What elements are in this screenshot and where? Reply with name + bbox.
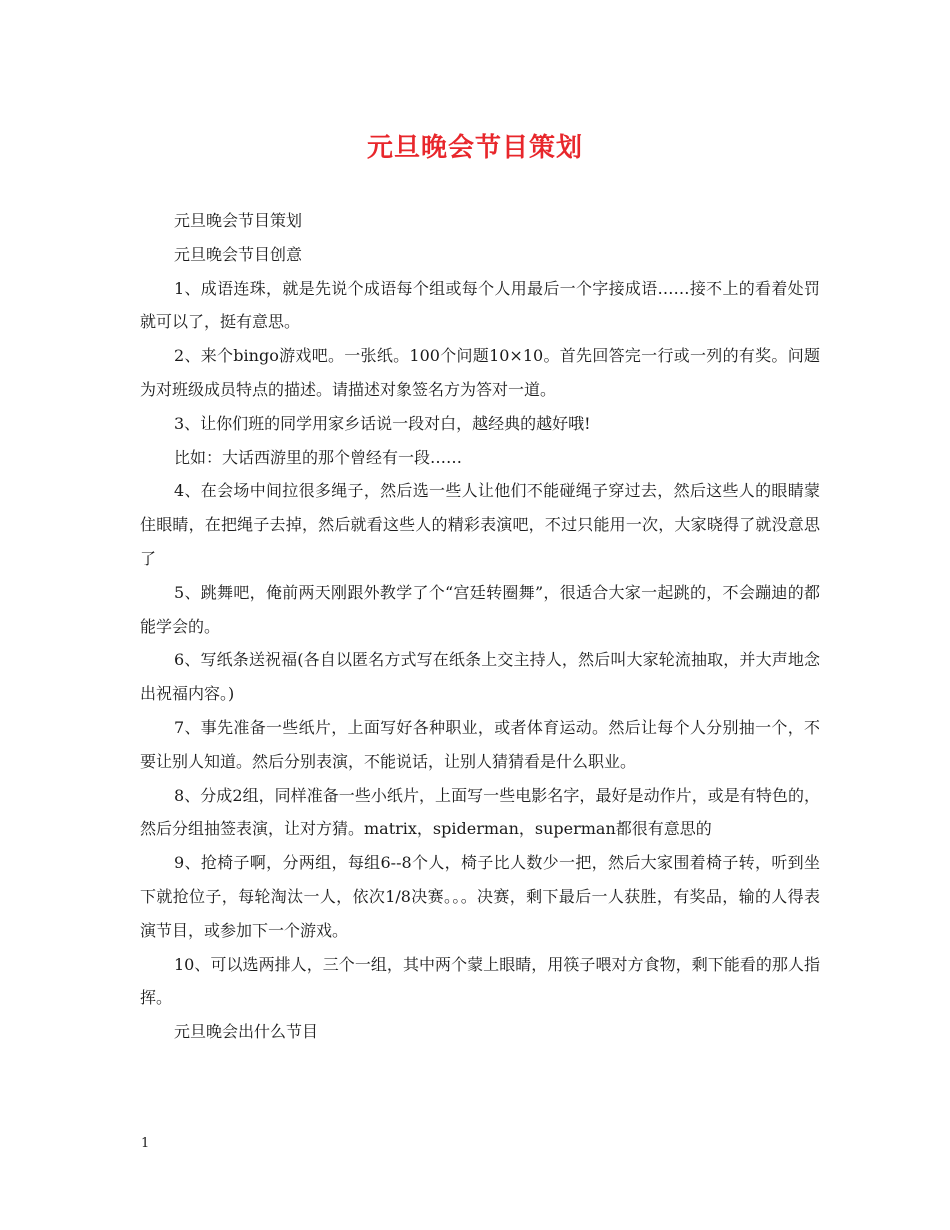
paragraph: 5、跳舞吧，俺前两天刚跟外教学了个“宫廷转圈舞”，很适合大家一起跳的，不会蹦迪的都能学会的。: [140, 582, 820, 636]
paragraph: 1、成语连珠，就是先说个成语每个组或每个人用最后一个字接成语……接不上的看着处罚就可以了，挺有意思。: [140, 278, 820, 332]
paragraph: 元旦晚会节目策划: [174, 211, 303, 230]
paragraph: 比如：大话西游里的那个曾经有一段……: [174, 447, 463, 467]
paragraph: 7、事先准备一些纸片，上面写好各种职业，或者体育运动。然后让每个人分别抽一个，不要让别人知道。然后分别表演，不能说话，让别人猜猜看是什么职业。: [140, 717, 820, 771]
document-body: [140, 204, 820, 1049]
paragraph: 4、在会场中间拉很多绳子，然后选一些人让他们不能碰绳子穿过去，然后这些人的眼睛蒙住眼睛，在把绳子去掉，然后就看这些人的精彩表演吧，不过只能用一次，大家晓得了就没意思了: [140, 481, 820, 568]
paragraph: 2、来个bingo游戏吧。一张纸。100个问题10×10。首先回答完一行或一列的有奖。问题为对班级成员特点的描述。请描述对象签名方为答对一道。: [140, 346, 820, 399]
paragraph: 8、分成2组，同样准备一些小纸片，上面写一些电影名字，最好是动作片，或是有特色的，然后分组抽签表演，让对方猜。matrix，spiderman，superman都很有意思的: [140, 785, 820, 839]
paragraph: 3、让你们班的同学用家乡话说一段对白，越经典的越好哦!: [174, 413, 591, 433]
page-number: 1: [141, 1136, 150, 1151]
paragraph: 元旦晚会节目创意: [174, 244, 303, 264]
paragraph: 元旦晚会出什么节目: [174, 1022, 319, 1042]
paragraph: 9、抢椅子啊，分两组，每组6--8个人，椅子比人数少一把，然后大家围着椅子转，听到坐下就抢位子，每轮淘汰一人，依次1/8决赛。。。决赛，剩下最后一人获胜，有奖品，输的人得表演节目，或参加下一个游戏。: [140, 853, 820, 940]
paragraph: 6、写纸条送祝福(各自以匿名方式写在纸条上交主持人，然后叫大家轮流抽取，并大声地念出祝福内容。): [140, 650, 820, 704]
paragraph: 10、可以选两排人，三个一组，其中两个蒙上眼睛，用筷子喂对方食物，剩下能看的那人指挥。: [140, 954, 820, 1008]
document-title: 元旦晚会节目策划: [366, 133, 583, 163]
